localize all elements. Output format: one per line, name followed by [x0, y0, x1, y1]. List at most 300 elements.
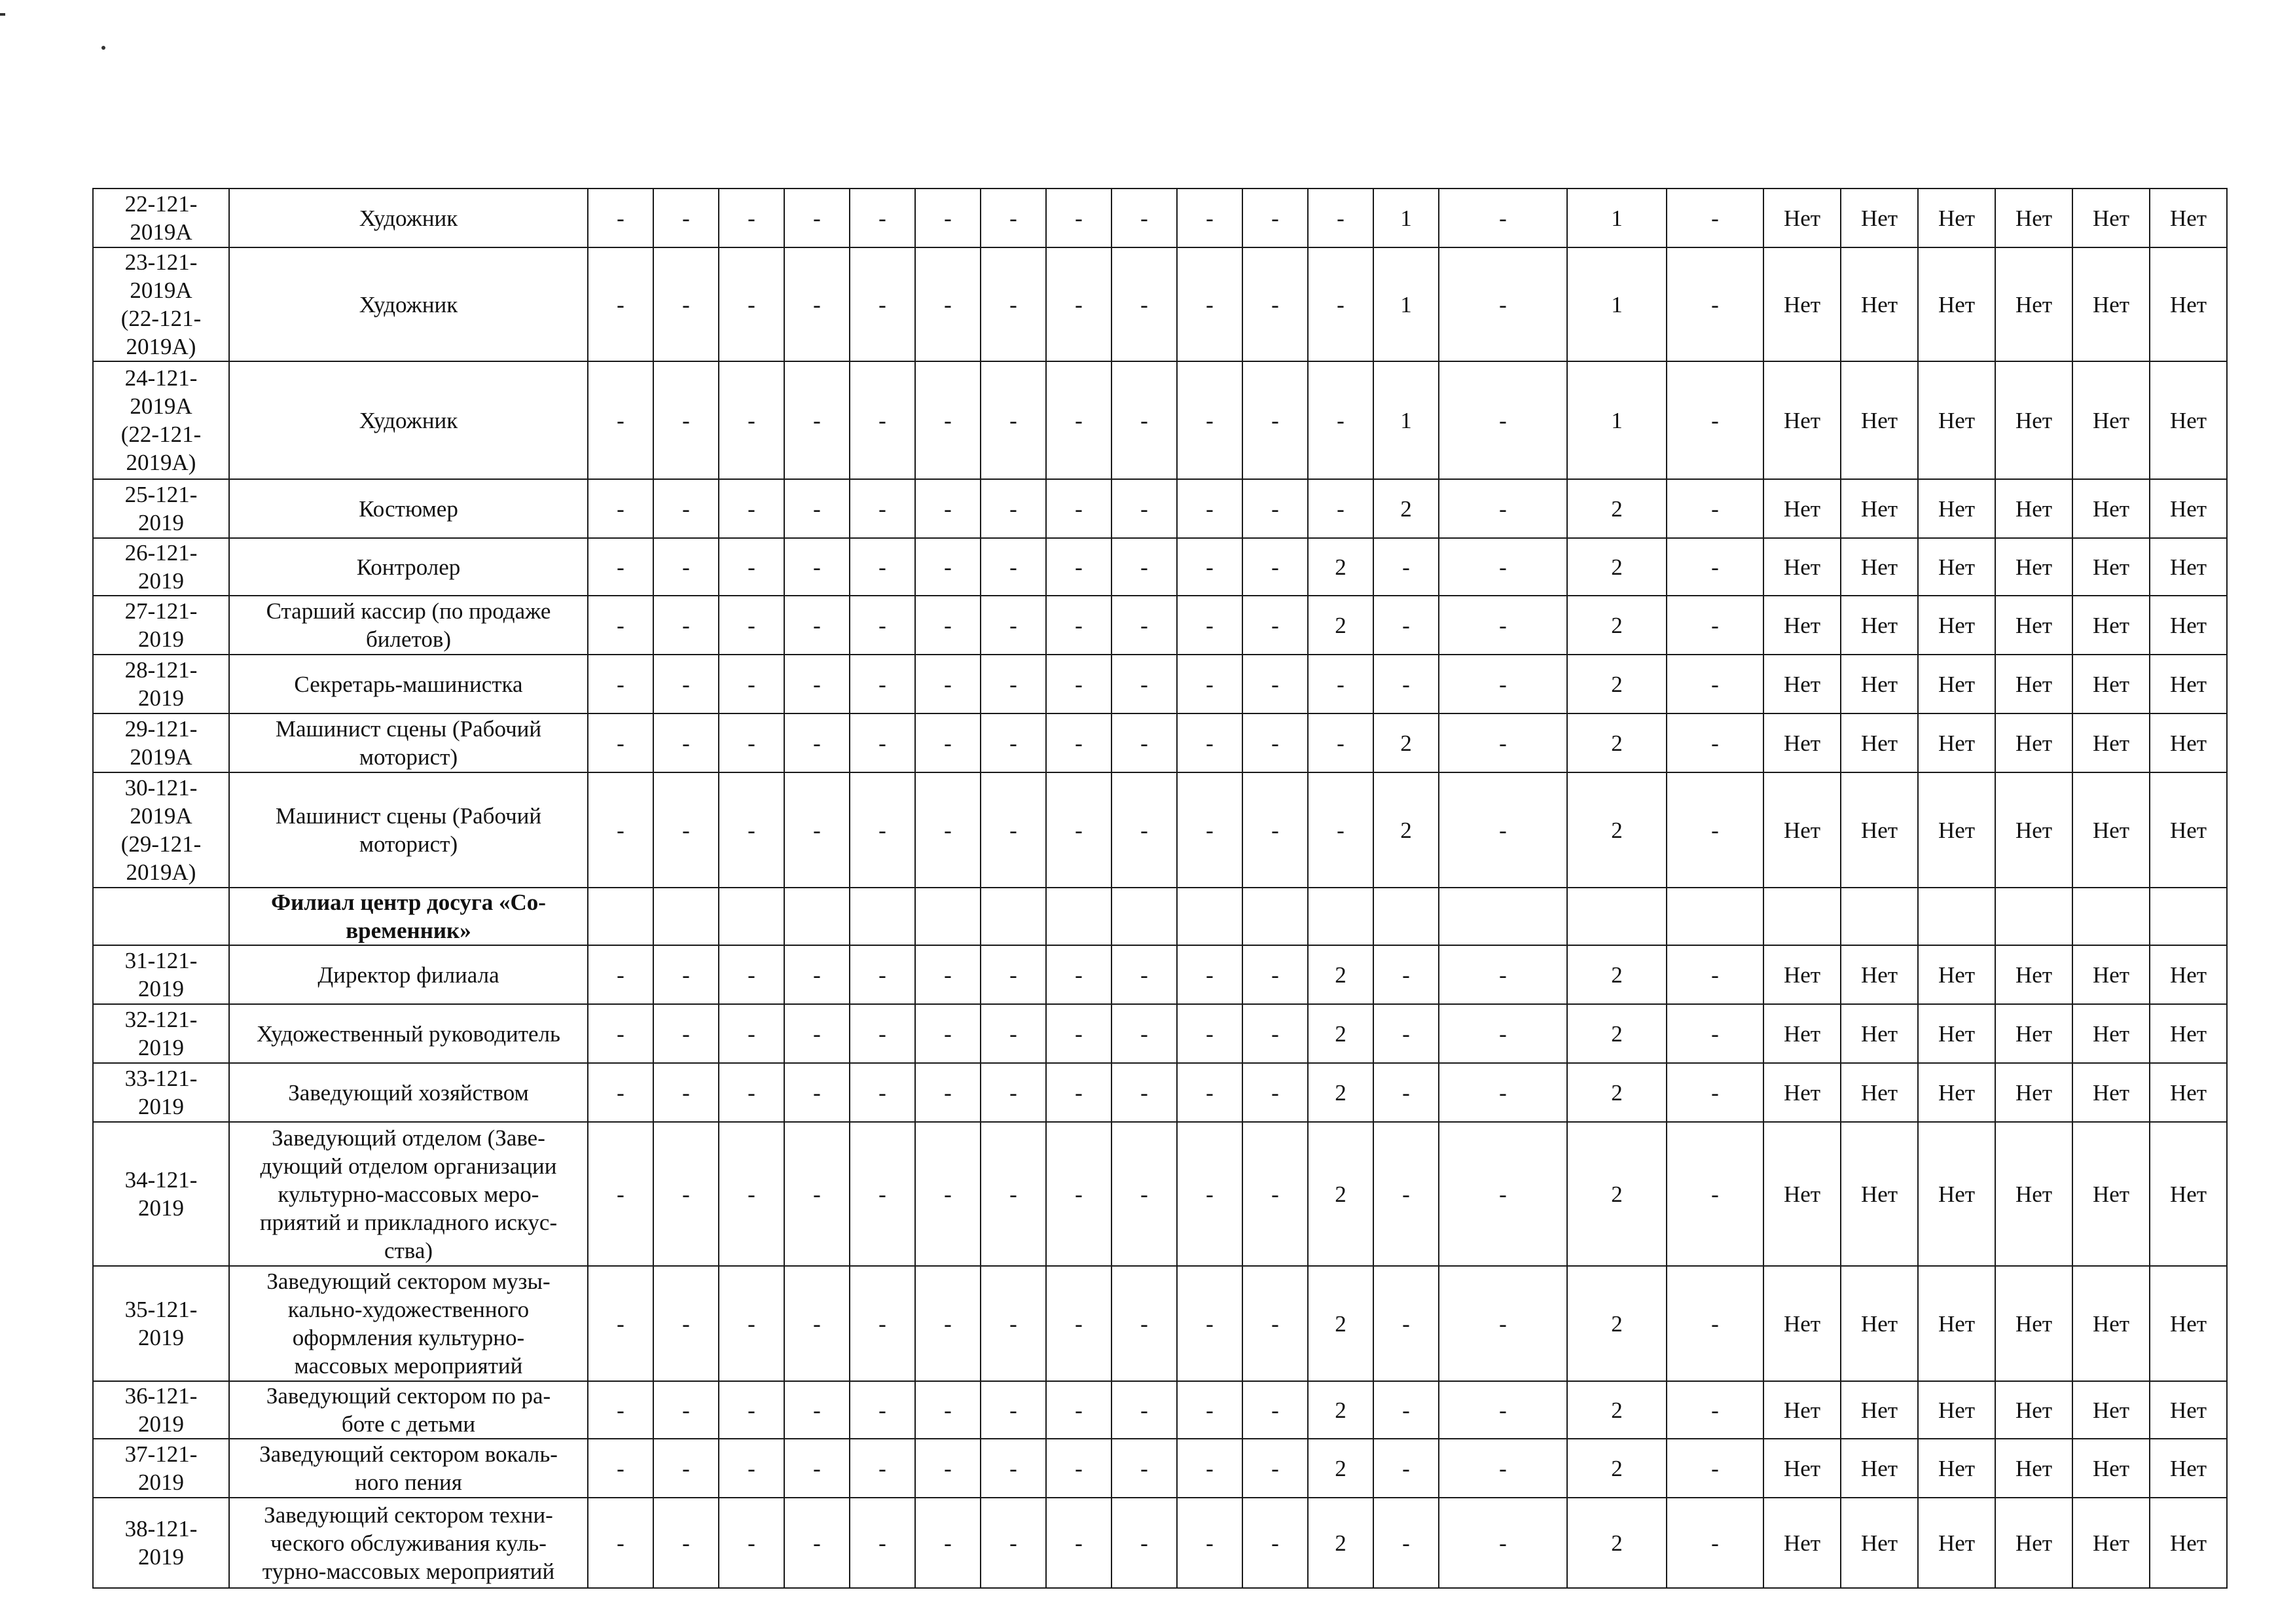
- table-cell: -: [1373, 1266, 1439, 1381]
- table-cell: 2: [1567, 1381, 1667, 1439]
- table-cell: Нет: [2072, 713, 2150, 772]
- table-cell: -: [719, 1063, 784, 1122]
- table-cell: -: [981, 1439, 1046, 1498]
- position-name: Машинист сцены (Рабочий моторист): [229, 713, 588, 772]
- table-cell: -: [1046, 1063, 1111, 1122]
- table-cell: -: [850, 772, 915, 888]
- table-cell: -: [1046, 713, 1111, 772]
- table-cell: 2: [1308, 1381, 1373, 1439]
- table-cell: -: [915, 538, 981, 596]
- table-cell: -: [981, 1498, 1046, 1588]
- table-cell: -: [1242, 189, 1308, 247]
- table-cell: 2: [1308, 1004, 1373, 1063]
- table-cell: -: [981, 1266, 1046, 1381]
- table-cell: Нет: [1918, 713, 1995, 772]
- table-cell: -: [719, 1004, 784, 1063]
- table-cell: Нет: [1995, 1122, 2072, 1266]
- table-cell: Нет: [2150, 1063, 2227, 1122]
- scan-speck: [0, 13, 5, 16]
- table-cell: -: [1111, 361, 1177, 479]
- table-cell: -: [1046, 538, 1111, 596]
- table-cell: 2: [1308, 1122, 1373, 1266]
- table-cell: -: [1177, 772, 1242, 888]
- table-cell: -: [915, 247, 981, 361]
- table-cell: -: [1308, 361, 1373, 479]
- table-cell: 2: [1308, 1439, 1373, 1498]
- table-row: [93, 772, 2227, 888]
- table-cell: -: [1177, 479, 1242, 538]
- table-cell: -: [1177, 1439, 1242, 1498]
- table-cell: -: [1373, 1063, 1439, 1122]
- table-cell: -: [915, 1004, 981, 1063]
- table-cell: [1177, 888, 1242, 945]
- table-cell: -: [588, 479, 653, 538]
- table-cell: -: [1111, 1381, 1177, 1439]
- table-cell: -: [719, 713, 784, 772]
- table-cell: -: [1177, 538, 1242, 596]
- table-cell: -: [1046, 1004, 1111, 1063]
- table-cell: -: [1667, 713, 1763, 772]
- table-cell: -: [1177, 1122, 1242, 1266]
- table-cell: -: [1439, 1122, 1567, 1266]
- table-cell: -: [588, 247, 653, 361]
- table-cell: Нет: [1763, 1122, 1841, 1266]
- table-cell: Нет: [1995, 945, 2072, 1004]
- table-cell: Нет: [2072, 1439, 2150, 1498]
- table-cell: -: [850, 1004, 915, 1063]
- table-cell: [1567, 888, 1667, 945]
- table-cell: -: [653, 1004, 719, 1063]
- table-cell: 2: [1308, 945, 1373, 1004]
- table-row: [93, 361, 2227, 479]
- table-cell: -: [1242, 1266, 1308, 1381]
- table-cell: -: [1242, 945, 1308, 1004]
- table-cell: -: [784, 1439, 850, 1498]
- table-cell: -: [1667, 1381, 1763, 1439]
- position-name: Директор филиала: [229, 945, 588, 1004]
- table-cell: -: [719, 1439, 784, 1498]
- table-cell: -: [1111, 189, 1177, 247]
- table-cell: -: [588, 596, 653, 655]
- table-cell: Нет: [1918, 247, 1995, 361]
- table-cell: -: [1667, 1439, 1763, 1498]
- table-cell: Нет: [1763, 772, 1841, 888]
- table-cell: Нет: [1995, 1004, 2072, 1063]
- position-name: Машинист сцены (Рабочий моторист): [229, 772, 588, 888]
- table-cell: Нет: [1841, 596, 1918, 655]
- table-cell: Нет: [2150, 1381, 2227, 1439]
- table-cell: 2: [1308, 1498, 1373, 1588]
- table-cell: -: [1111, 713, 1177, 772]
- table-cell: Нет: [1763, 361, 1841, 479]
- table-cell: -: [1111, 1004, 1177, 1063]
- position-name: Старший кассир (по продаже билетов): [229, 596, 588, 655]
- table-cell: [1667, 888, 1763, 945]
- table-cell: -: [1242, 538, 1308, 596]
- table-cell: Нет: [1995, 1439, 2072, 1498]
- table-cell: -: [653, 1381, 719, 1439]
- position-code: 34-121- 2019: [93, 1122, 229, 1266]
- table-cell: Нет: [2150, 247, 2227, 361]
- table-cell: -: [1667, 1266, 1763, 1381]
- table-cell: -: [850, 538, 915, 596]
- table-cell: -: [1439, 772, 1567, 888]
- table-cell: Нет: [1995, 538, 2072, 596]
- table-cell: Нет: [2150, 1004, 2227, 1063]
- table-cell: Нет: [1763, 189, 1841, 247]
- table-cell: -: [719, 1498, 784, 1588]
- table-cell: Нет: [1995, 247, 2072, 361]
- table-cell: 2: [1308, 1266, 1373, 1381]
- table-cell: -: [1177, 1063, 1242, 1122]
- table-cell: -: [653, 1063, 719, 1122]
- table-cell: 2: [1308, 1063, 1373, 1122]
- table-cell: -: [784, 1266, 850, 1381]
- table-cell: 1: [1567, 189, 1667, 247]
- table-cell: -: [1242, 1439, 1308, 1498]
- table-cell: Нет: [2150, 479, 2227, 538]
- table-cell: -: [1111, 596, 1177, 655]
- table-cell: -: [915, 655, 981, 713]
- table-cell: -: [915, 1122, 981, 1266]
- table-cell: -: [1177, 945, 1242, 1004]
- table-cell: Нет: [1763, 713, 1841, 772]
- table-cell: Нет: [2072, 479, 2150, 538]
- table-cell: -: [915, 1381, 981, 1439]
- position-code: 35-121- 2019: [93, 1266, 229, 1381]
- table-cell: Нет: [2072, 189, 2150, 247]
- table-cell: -: [653, 1498, 719, 1588]
- table-row: [93, 189, 2227, 247]
- position-code: 27-121- 2019: [93, 596, 229, 655]
- table-cell: Нет: [1841, 361, 1918, 479]
- table-cell: -: [653, 1122, 719, 1266]
- table-cell: -: [784, 1381, 850, 1439]
- table-cell: Нет: [2072, 655, 2150, 713]
- table-cell: -: [915, 1439, 981, 1498]
- position-code: 26-121- 2019: [93, 538, 229, 596]
- table-cell: Нет: [1995, 596, 2072, 655]
- table-cell: -: [1111, 772, 1177, 888]
- table-cell: -: [588, 1004, 653, 1063]
- table-cell: -: [1046, 1381, 1111, 1439]
- table-cell: -: [1242, 1063, 1308, 1122]
- table-cell: -: [1667, 945, 1763, 1004]
- table-row: [93, 596, 2227, 655]
- table-cell: -: [850, 1063, 915, 1122]
- table-cell: -: [981, 596, 1046, 655]
- table-cell: -: [784, 713, 850, 772]
- table-cell: -: [784, 1063, 850, 1122]
- table-cell: -: [1308, 772, 1373, 888]
- position-code: 30-121- 2019А (29-121- 2019А): [93, 772, 229, 888]
- table-cell: -: [981, 1063, 1046, 1122]
- table-cell: Нет: [1763, 1063, 1841, 1122]
- table-cell: -: [915, 945, 981, 1004]
- table-row: [93, 1122, 2227, 1266]
- table-cell: Нет: [1995, 1381, 2072, 1439]
- table-cell: -: [588, 1381, 653, 1439]
- table-cell: -: [1111, 247, 1177, 361]
- table-cell: Нет: [1918, 1063, 1995, 1122]
- table-cell: [1308, 888, 1373, 945]
- table-cell: -: [1111, 655, 1177, 713]
- table-cell: Нет: [2150, 538, 2227, 596]
- position-name: Художник: [229, 361, 588, 479]
- table-cell: Нет: [1841, 772, 1918, 888]
- table-cell: Нет: [2072, 772, 2150, 888]
- table-cell: -: [1667, 596, 1763, 655]
- table-cell: Нет: [1841, 1439, 1918, 1498]
- table-cell: -: [850, 596, 915, 655]
- table-cell: Нет: [2150, 361, 2227, 479]
- table-cell: -: [588, 538, 653, 596]
- table-cell: -: [981, 713, 1046, 772]
- table-cell: -: [981, 945, 1046, 1004]
- table-cell: -: [1046, 361, 1111, 479]
- table-cell: -: [588, 1266, 653, 1381]
- table-cell: -: [1046, 945, 1111, 1004]
- position-name: Художник: [229, 247, 588, 361]
- table-cell: -: [1439, 1004, 1567, 1063]
- table-cell: -: [1373, 538, 1439, 596]
- table-cell: 1: [1567, 247, 1667, 361]
- table-cell: -: [981, 772, 1046, 888]
- table-cell: Нет: [1918, 538, 1995, 596]
- position-name: Контролер: [229, 538, 588, 596]
- table-cell: -: [1439, 596, 1567, 655]
- table-cell: -: [1111, 1498, 1177, 1588]
- table-cell: Нет: [2150, 1498, 2227, 1588]
- table-cell: -: [784, 945, 850, 1004]
- table-cell: [850, 888, 915, 945]
- table-cell: -: [1667, 1004, 1763, 1063]
- table-cell: Нет: [1918, 1266, 1995, 1381]
- table-cell: -: [1439, 1063, 1567, 1122]
- table-cell: -: [1046, 479, 1111, 538]
- position-code: 22-121- 2019А: [93, 189, 229, 247]
- table-cell: -: [653, 1266, 719, 1381]
- table-cell: -: [1439, 538, 1567, 596]
- table-cell: -: [784, 1122, 850, 1266]
- table-cell: Нет: [1841, 479, 1918, 538]
- table-cell: -: [719, 1266, 784, 1381]
- table-cell: -: [1308, 713, 1373, 772]
- table-cell: -: [850, 1122, 915, 1266]
- table-cell: -: [1439, 1498, 1567, 1588]
- table-cell: -: [1667, 1122, 1763, 1266]
- table-cell: [1841, 888, 1918, 945]
- table-cell: -: [588, 772, 653, 888]
- table-cell: -: [981, 655, 1046, 713]
- table-cell: -: [653, 361, 719, 479]
- table-cell: Нет: [1995, 361, 2072, 479]
- table-cell: -: [850, 945, 915, 1004]
- table-cell: -: [1308, 247, 1373, 361]
- table-cell: [1763, 888, 1841, 945]
- table-cell: -: [1177, 247, 1242, 361]
- table-cell: -: [719, 655, 784, 713]
- position-name: Заведующий сектором вокаль- ного пения: [229, 1439, 588, 1498]
- table-cell: -: [1177, 713, 1242, 772]
- table-cell: -: [588, 361, 653, 479]
- table-cell: -: [915, 479, 981, 538]
- table-cell: Нет: [1918, 655, 1995, 713]
- table-cell: Нет: [1841, 1266, 1918, 1381]
- position-name: Художественный руководитель: [229, 1004, 588, 1063]
- table-cell: -: [1373, 945, 1439, 1004]
- table-cell: Нет: [2150, 1439, 2227, 1498]
- table-cell: -: [1667, 655, 1763, 713]
- position-code: 31-121- 2019: [93, 945, 229, 1004]
- table-cell: -: [588, 655, 653, 713]
- table-cell: -: [915, 189, 981, 247]
- position-name: Секретарь-машинистка: [229, 655, 588, 713]
- table-cell: -: [850, 655, 915, 713]
- table-cell: Нет: [1841, 1381, 1918, 1439]
- table-cell: Нет: [2150, 1122, 2227, 1266]
- table-cell: -: [1177, 1381, 1242, 1439]
- table-cell: 2: [1567, 596, 1667, 655]
- table-cell: -: [1242, 247, 1308, 361]
- table-cell: Нет: [2072, 1122, 2150, 1266]
- table-cell: -: [1242, 1381, 1308, 1439]
- table-cell: -: [915, 1063, 981, 1122]
- position-name: Заведующий хозяйством: [229, 1063, 588, 1122]
- table-cell: Нет: [2150, 713, 2227, 772]
- table-cell: Нет: [1995, 1498, 2072, 1588]
- table-cell: -: [1667, 538, 1763, 596]
- table-cell: Нет: [1918, 479, 1995, 538]
- table-cell: Нет: [2072, 1004, 2150, 1063]
- table-cell: -: [981, 1122, 1046, 1266]
- table-cell: -: [653, 538, 719, 596]
- table-cell: -: [588, 1063, 653, 1122]
- table-row: [93, 1498, 2227, 1588]
- table-cell: Нет: [1918, 1498, 1995, 1588]
- position-code: 25-121- 2019: [93, 479, 229, 538]
- table-cell: Нет: [1995, 772, 2072, 888]
- table-cell: Нет: [1841, 538, 1918, 596]
- table-cell: -: [1373, 596, 1439, 655]
- position-code: 37-121- 2019: [93, 1439, 229, 1498]
- table-cell: -: [1242, 713, 1308, 772]
- table-cell: -: [850, 713, 915, 772]
- table-cell: -: [850, 1498, 915, 1588]
- table-cell: Нет: [1918, 945, 1995, 1004]
- table-cell: -: [784, 538, 850, 596]
- table-cell: 1: [1567, 361, 1667, 479]
- table-cell: -: [1439, 945, 1567, 1004]
- table-cell: -: [981, 1381, 1046, 1439]
- table-cell: [719, 888, 784, 945]
- table-cell: -: [719, 772, 784, 888]
- table-cell: -: [1177, 655, 1242, 713]
- table-cell: Нет: [2072, 1381, 2150, 1439]
- table-cell: -: [719, 361, 784, 479]
- data-table: [92, 188, 2228, 1589]
- table-cell: -: [588, 1439, 653, 1498]
- table-cell: -: [588, 945, 653, 1004]
- table-cell: 1: [1373, 247, 1439, 361]
- table-cell: -: [784, 1004, 850, 1063]
- table-cell: -: [719, 538, 784, 596]
- table-cell: -: [719, 1381, 784, 1439]
- table-cell: -: [915, 713, 981, 772]
- table-cell: -: [1439, 1439, 1567, 1498]
- table-cell: -: [1177, 1266, 1242, 1381]
- table-cell: Нет: [1841, 1063, 1918, 1122]
- table-cell: -: [1667, 361, 1763, 479]
- table-cell: Нет: [1763, 538, 1841, 596]
- table-cell: -: [850, 189, 915, 247]
- table-cell: Нет: [1995, 1266, 2072, 1381]
- table-cell: Нет: [1763, 1381, 1841, 1439]
- table-cell: -: [1242, 479, 1308, 538]
- table-cell: -: [1308, 655, 1373, 713]
- table-cell: Нет: [2072, 361, 2150, 479]
- table-cell: [653, 888, 719, 945]
- table-cell: [1439, 888, 1567, 945]
- table-cell: -: [1667, 479, 1763, 538]
- table-row: [93, 247, 2227, 361]
- position-code: 33-121- 2019: [93, 1063, 229, 1122]
- table-cell: -: [719, 596, 784, 655]
- table-cell: -: [653, 945, 719, 1004]
- table-cell: -: [1667, 772, 1763, 888]
- table-cell: Нет: [2150, 596, 2227, 655]
- table-cell: -: [1046, 1266, 1111, 1381]
- position-code: 23-121- 2019А (22-121- 2019А): [93, 247, 229, 361]
- table-cell: -: [1667, 247, 1763, 361]
- table-cell: -: [784, 596, 850, 655]
- table-cell: -: [1046, 1498, 1111, 1588]
- table-cell: Нет: [2150, 655, 2227, 713]
- table-cell: -: [1373, 655, 1439, 713]
- position-code: 24-121- 2019А (22-121- 2019А): [93, 361, 229, 479]
- table-cell: [784, 888, 850, 945]
- table-cell: Нет: [1763, 1266, 1841, 1381]
- table-cell: [1242, 888, 1308, 945]
- table-cell: Нет: [1763, 655, 1841, 713]
- table-cell: 2: [1373, 713, 1439, 772]
- table-cell: -: [1439, 479, 1567, 538]
- table-cell: Нет: [2150, 189, 2227, 247]
- table-cell: -: [1046, 1439, 1111, 1498]
- position-name: Художник: [229, 189, 588, 247]
- table-cell: Нет: [1995, 655, 2072, 713]
- table-cell: -: [1111, 479, 1177, 538]
- table-cell: [1995, 888, 2072, 945]
- table-cell: -: [653, 1439, 719, 1498]
- table-cell: Нет: [1841, 1122, 1918, 1266]
- table-cell: -: [1439, 713, 1567, 772]
- table-cell: -: [719, 189, 784, 247]
- table-cell: -: [915, 1266, 981, 1381]
- table-cell: Нет: [1841, 247, 1918, 361]
- table-cell: -: [588, 189, 653, 247]
- table-cell: -: [1667, 1498, 1763, 1588]
- table-row: [93, 1004, 2227, 1063]
- table-cell: -: [784, 479, 850, 538]
- table-cell: -: [653, 479, 719, 538]
- table-cell: 2: [1567, 655, 1667, 713]
- table-cell: Нет: [2150, 945, 2227, 1004]
- table-cell: -: [1111, 1266, 1177, 1381]
- table-cell: -: [981, 189, 1046, 247]
- table-cell: -: [653, 247, 719, 361]
- table-cell: -: [1111, 538, 1177, 596]
